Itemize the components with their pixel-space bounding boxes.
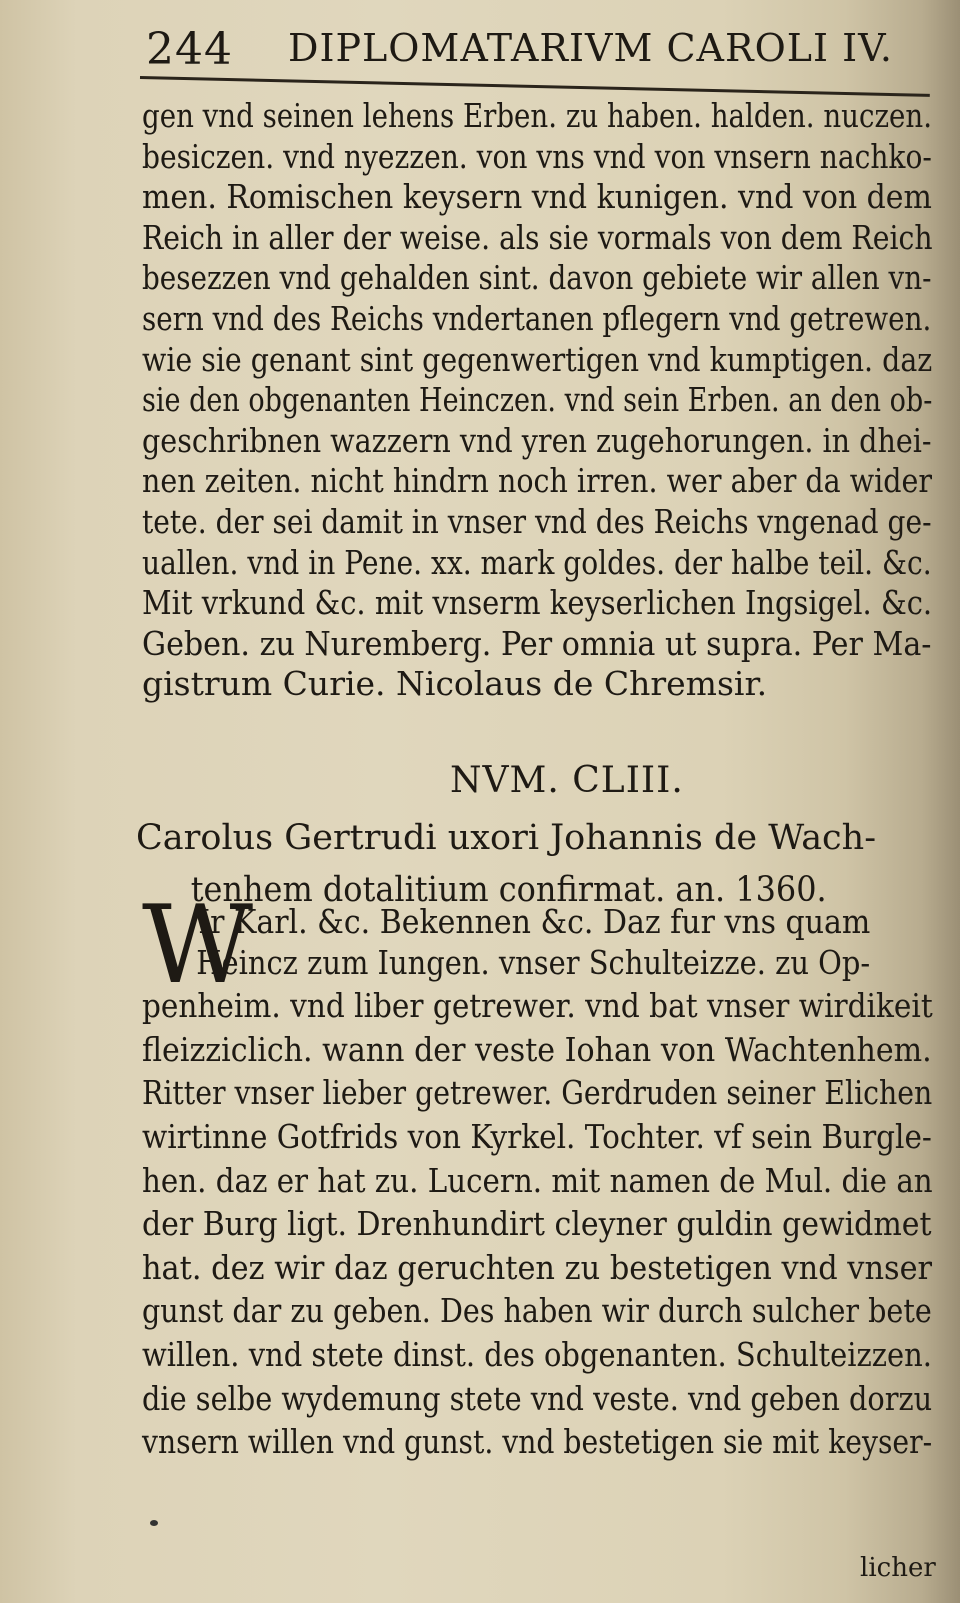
text-line: besiczen. vnd nyezzen. von vns vnd von vnsern nachko- <box>142 136 932 176</box>
text-line: Mit vrkund &c. mit vnserm keyserlichen Ingsigel. &c. <box>142 583 933 623</box>
text-line: vnsern willen vnd gunst. vnd bestetigen sie mit keyser- <box>142 1422 933 1462</box>
section-title <box>136 812 936 916</box>
text-line: nen zeiten. nicht hindrn noch irren. wer aber da wider <box>142 461 933 501</box>
text-line: willen. vnd stete dinst. des obgenanten. Schulteizzen. <box>142 1334 932 1374</box>
text-line: hen. daz er hat zu. Lucern. mit namen de Mul. die an <box>142 1160 933 1200</box>
ink-smudge <box>150 1520 158 1526</box>
text-line: Heincz zum Iungen. vnser Schulteizze. zu Op- <box>196 942 871 982</box>
text-line: Ir Karl. &c. Bekennen &c. Daz fur vns quam <box>198 902 871 941</box>
text-line: der Burg ligt. Drenhundirt cleyner guldin gewidmet <box>142 1204 932 1244</box>
text-line: tete. der sei damit in vnser vnd des Reichs vngenad ge- <box>142 501 932 541</box>
text-line: hat. dez wir daz geruchten zu bestetigen vnd vnser <box>142 1247 933 1287</box>
page-header <box>140 22 900 82</box>
text-block-2 <box>142 902 932 1463</box>
text-block-1 <box>142 96 932 705</box>
text-line: sern vnd des Reichs vndertanen pflegern vnd getrewen. <box>142 298 932 338</box>
page-number: 244 <box>146 24 233 75</box>
text-line: fleizziclich. wann der veste Iohan von Wachtenhem. <box>142 1029 932 1069</box>
text-line: die selbe wydemung stete vnd veste. vnd geben dorzu <box>142 1378 933 1418</box>
section-number: NVM. CLIII. <box>450 760 684 801</box>
text-line: Geben. zu Nuremberg. Per omnia ut supra. Per Ma- <box>142 623 932 663</box>
text-line: sie den obgenanten Heinczen. vnd sein Erben. an den ob- <box>142 380 933 420</box>
catchword: licher <box>860 1553 936 1583</box>
section-title-line-2: tenhem dotalitium confirmat. an. 1360. <box>190 870 827 910</box>
text-line: wirtinne Gotfrids von Kyrkel. Tochter. vf sein Burgle- <box>142 1116 932 1156</box>
text-line: men. Romischen keysern vnd kunigen. vnd von dem <box>142 177 932 217</box>
text-line: gunst dar zu geben. Des haben wir durch sulcher bete <box>142 1291 932 1331</box>
text-line: besezzen vnd gehalden sint. davon gebiete wir allen vn- <box>142 258 932 298</box>
text-line: wie sie genant sint gegenwertigen vnd kumptigen. daz <box>142 339 933 379</box>
text-line: penheim. vnd liber getrewer. vnd bat vnser wirdikeit <box>142 986 933 1026</box>
text-line: gen vnd seinen lehens Erben. zu haben. halden. nuczen. <box>142 96 932 135</box>
text-line: Reich in aller der weise. als sie vormals von dem Reich <box>142 217 933 257</box>
drop-cap: W <box>142 883 254 1008</box>
text-line: gistrum Curie. Nicolaus de Chremsir. <box>142 664 768 704</box>
text-line: geschribnen wazzern vnd yren zugehorungen. in dhei- <box>142 420 932 460</box>
section-title-line-1: Carolus Gertrudi uxori Johannis de Wach- <box>136 818 877 858</box>
text-line: Ritter vnser lieber getrewer. Gerdruden seiner Elichen <box>142 1073 933 1113</box>
running-head: DIPLOMATARIVM CAROLI IV. <box>288 26 893 70</box>
text-line: uallen. vnd in Pene. xx. mark goldes. der halbe teil. &c. <box>142 542 932 582</box>
